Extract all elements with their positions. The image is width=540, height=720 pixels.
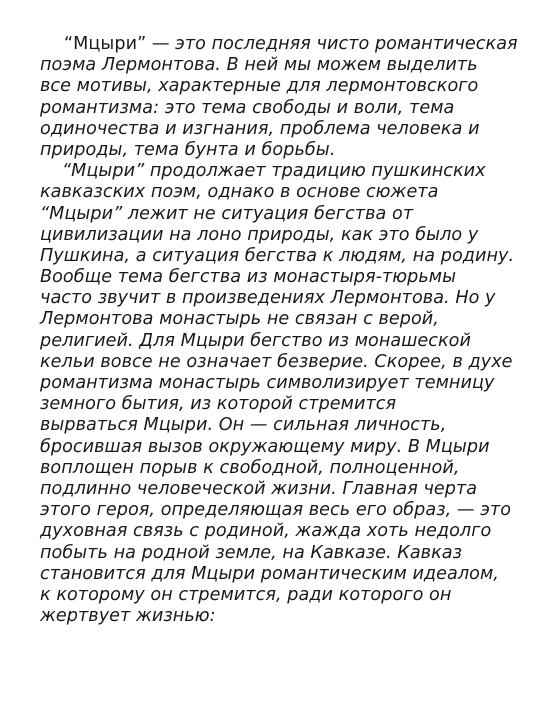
text-line: жертвует жизнью: bbox=[40, 606, 216, 627]
text-line: этого героя, определяющая весь его образ, — это bbox=[40, 500, 512, 521]
text-line: романтизма: это тема свободы и воли, тема bbox=[40, 97, 455, 118]
text-line: религией. Для Мцыри бегство из монашеской bbox=[40, 330, 471, 351]
text-line: поэма Лермонтова. В ней мы можем выделить bbox=[40, 55, 478, 76]
text-line: к которому он стремится, ради которого он bbox=[40, 584, 452, 605]
text-line: “Мцыри” продолжает традицию пушкинских bbox=[62, 161, 486, 182]
text-line: Лермонтова монастырь не связан с верой, bbox=[40, 309, 439, 330]
text-line: подлинно человеческой жизни. Главная черта bbox=[40, 478, 478, 499]
text-line: Пушкина, а ситуация бегства к людям, на родину. bbox=[40, 245, 515, 266]
text-line: воплощен порыв к свободной, полноценной, bbox=[40, 457, 460, 478]
text-line: бросившая вызов окружающему миру. В Мцыри bbox=[40, 436, 490, 457]
text-line: часто звучит в произведениях Лермонтова. Но у bbox=[40, 288, 496, 309]
text-line: вырваться Мцыри. Он — сильная личность, bbox=[40, 415, 447, 436]
text-line: все мотивы, характерные для лермонтовского bbox=[40, 76, 479, 97]
text-line: кельи вовсе не означает безверие. Скорее, в духе bbox=[40, 351, 513, 372]
text-line: Вообще тема бегства из монастыря-тюрьмы bbox=[40, 267, 457, 288]
text-line: “Мцыри” лежит не ситуация бегства от bbox=[40, 203, 414, 224]
text-line: “Мцыри” — это последняя чисто романтическая bbox=[64, 34, 518, 54]
text-line: становится для Мцыри романтическим идеалом, bbox=[40, 563, 499, 584]
text-line: цивилизации на лоно природы, как это было у bbox=[40, 224, 479, 245]
text-line: природы, тема бунта и борьбы. bbox=[40, 139, 336, 160]
text-line: побыть на родной земле, на Кавказе. Кавказ bbox=[40, 542, 462, 563]
text-line: земного бытия, из которой стремится bbox=[40, 394, 397, 415]
text-line: духовная связь с родиной, жажда хоть недолго bbox=[40, 521, 492, 542]
poem-title: “Мцыри” bbox=[64, 34, 147, 54]
text-line: одиночества и изгнания, проблема человека и bbox=[40, 118, 480, 139]
text-line: романтизма монастырь символизирует темницу bbox=[40, 373, 495, 393]
text-line: кавказских поэм, однако в основе сюжета bbox=[40, 182, 439, 203]
body-text bbox=[40, 34, 530, 627]
